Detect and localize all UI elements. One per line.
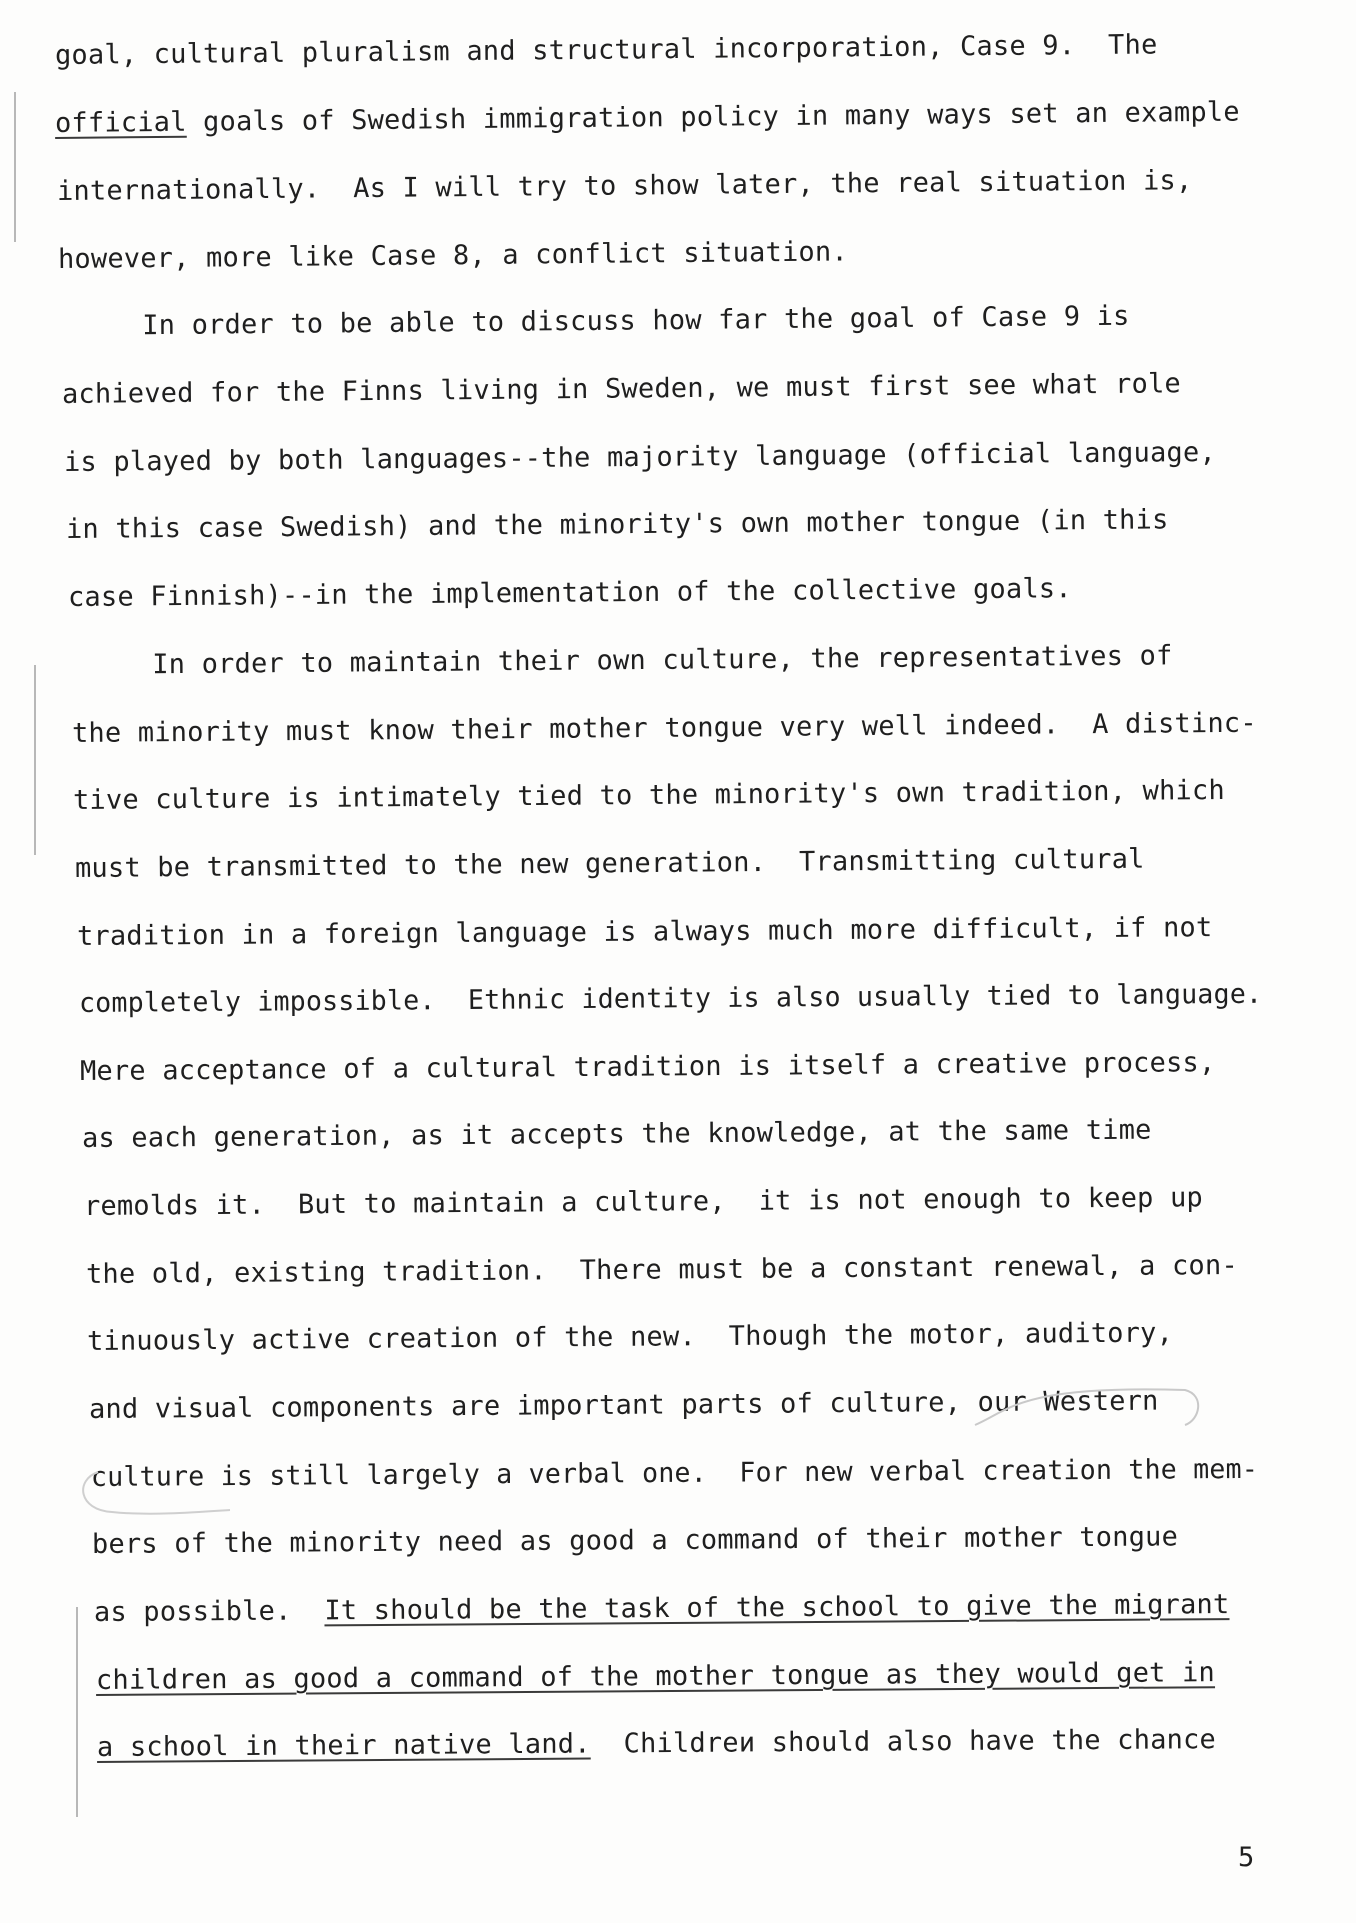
text-span: goal, cultural pluralism and structural incorporation, Case 9. The — [54, 29, 1158, 71]
text-line — [55, 29, 1158, 71]
text-span: internationally. As I will try to show later, the real situation is, — [56, 165, 1193, 207]
text-span: Childreи should also have the chance — [590, 1724, 1217, 1760]
text-line — [64, 437, 1216, 478]
text-line — [82, 1115, 1152, 1154]
text-line — [89, 1386, 1159, 1425]
text-line — [91, 1454, 1258, 1493]
text-span: the old, existing tradition. There must be a constant renewal, a con- — [85, 1249, 1238, 1290]
text-line — [96, 1657, 1215, 1696]
text-line — [79, 979, 1262, 1019]
text-line — [72, 708, 1257, 749]
margin-mark — [34, 665, 36, 855]
text-line — [70, 640, 1173, 681]
text-line — [80, 1047, 1216, 1087]
text-line — [57, 165, 1193, 207]
text-span: as possible. — [93, 1595, 325, 1628]
text-span: goals of Swedish immigration policy in many ways set an example — [186, 96, 1240, 138]
text-line — [58, 236, 848, 275]
text-span: tive culture is intimately tied to the minority's own tradition, which — [72, 774, 1225, 816]
text-span: the minority must know their mother tongue very well indeed. A distinc- — [71, 707, 1257, 749]
text-line — [62, 368, 1181, 410]
underlined-text: children as good a command of the mother tongue as they would get in — [95, 1657, 1216, 1696]
text-span: completely impossible. Ethnic identity is also usually tied to language. — [78, 978, 1263, 1019]
text-span: achieved for the Finns living in Sweden, we must first see what role — [61, 368, 1182, 410]
margin-mark — [14, 92, 16, 242]
text-line — [84, 1182, 1203, 1222]
text-span: In order to be able to discuss how far the goal of Case 9 is — [59, 300, 1130, 342]
text-span: tinuously active creation of the new. Though the motor, auditory, — [86, 1317, 1174, 1357]
margin-mark — [76, 1607, 78, 1817]
page-number: 5 — [1238, 1842, 1255, 1873]
text-span: In order to maintain their own culture, the representatives of — [69, 640, 1173, 681]
text-span: in this case Swedish) and the minority's own mother tongue (in this — [65, 504, 1169, 545]
text-line — [87, 1317, 1173, 1357]
text-span: must be transmitted to the new generation. Transmitting cultural — [74, 843, 1145, 884]
text-span: Mere acceptance of a cultural tradition is itself a creative process, — [79, 1047, 1216, 1087]
text-line — [75, 844, 1145, 884]
text-span: as each generation, as it accepts the knowledge, at the same time — [81, 1114, 1152, 1154]
text-line — [68, 573, 1072, 613]
text-span: however, more like Case 8, a conflict situation. — [57, 236, 848, 275]
text-line — [55, 97, 1240, 139]
text-line — [77, 912, 1213, 952]
underlined-text: It should be the task of the school to give the migrant — [324, 1589, 1230, 1627]
text-span: culture is still largely a verbal one. For new verbal creation the mem- — [90, 1453, 1259, 1493]
text-line — [73, 775, 1225, 816]
text-span: and visual components are important parts of culture, our Western — [88, 1385, 1159, 1425]
text-line — [66, 504, 1169, 545]
text-span: is played by both languages--the majority language (official language, — [63, 436, 1216, 478]
text-span: bers of the minority need as good a command of their mother tongue — [91, 1521, 1179, 1560]
text-line — [94, 1589, 1230, 1628]
text-line — [92, 1521, 1178, 1560]
underlined-text: official — [54, 106, 187, 139]
text-span: case Finnish)--in the implementation of the collective goals. — [67, 573, 1072, 613]
text-line — [60, 301, 1130, 342]
text-span: tradition in a foreign language is always much more difficult, if not — [76, 912, 1213, 952]
text-span: remolds it. But to maintain a culture, it is not enough to keep up — [83, 1182, 1204, 1222]
underlined-text: a school in their native land. — [96, 1728, 591, 1763]
text-line — [97, 1724, 1216, 1763]
text-line — [86, 1250, 1238, 1290]
